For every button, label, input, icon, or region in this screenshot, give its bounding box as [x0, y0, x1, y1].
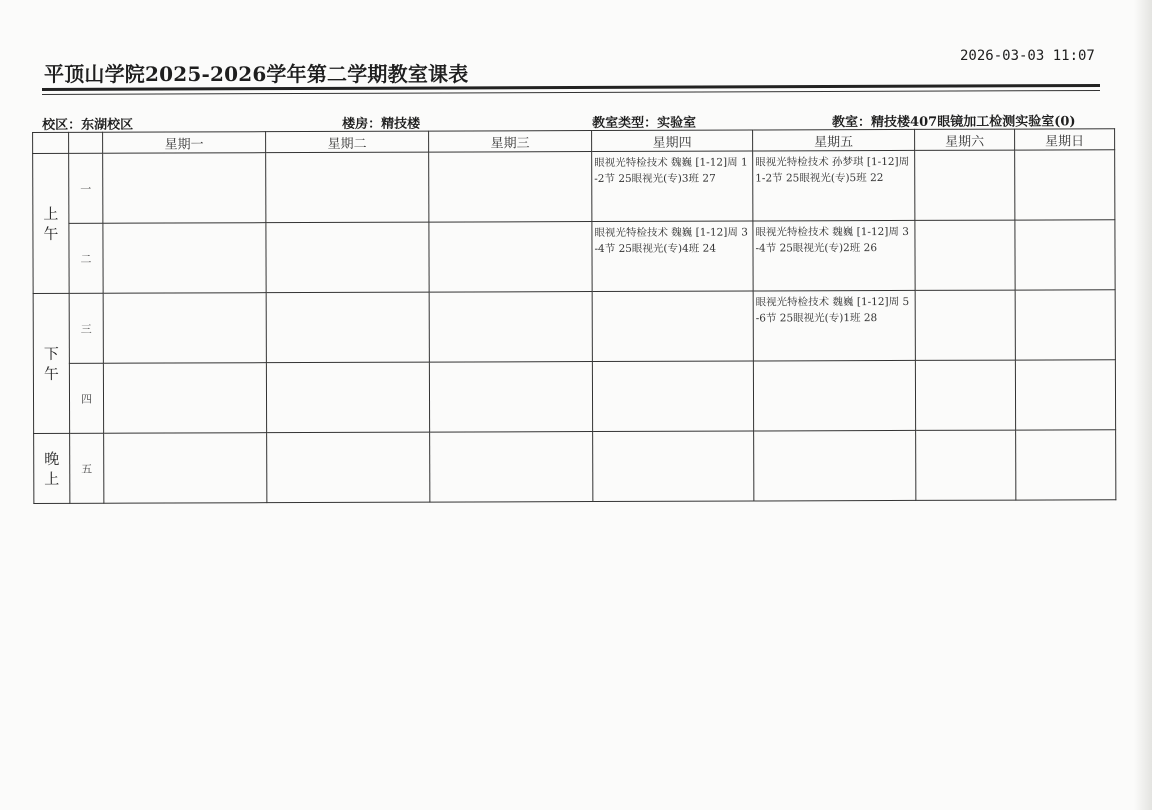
day-header-fri: 星期五 — [753, 129, 915, 151]
room-type-label: 教室类型：实验室 — [592, 115, 697, 132]
cell-mon-p1 — [103, 153, 266, 224]
page-title: 平顶山学院2025-2026学年第二学期教室课表 — [44, 62, 469, 86]
cell-mon-p2 — [103, 223, 266, 294]
period-label: 二 — [69, 223, 103, 293]
cell-thu-p5 — [593, 431, 754, 502]
cell-fri-p2 — [753, 220, 915, 291]
cell-mon-p5 — [104, 433, 267, 504]
cell-tue-p3 — [266, 292, 429, 363]
day-header-tue: 星期二 — [266, 131, 429, 153]
schedule-sheet — [32, 106, 1115, 504]
session-afternoon: 下午 — [33, 293, 69, 433]
cell-sat-p1 — [915, 150, 1015, 220]
cell-sat-p4 — [915, 360, 1015, 430]
cell-wed-p5 — [430, 432, 593, 503]
course-entry: 眼视光特检技术 孙梦琪 [1-12]周 1-2节 25眼视光(专)5班 22 — [755, 155, 910, 185]
cell-sun-p5 — [1016, 430, 1116, 500]
course-entry: 眼视光特检技术 魏巍 [1-12]周 5-6节 25眼视光(专)1班 28 — [755, 295, 910, 325]
cell-fri-p5 — [754, 430, 916, 501]
period-row-4 — [33, 360, 1115, 434]
period-label: 四 — [69, 363, 103, 433]
cell-tue-p5 — [267, 432, 430, 503]
session-evening: 晚上 — [34, 433, 70, 503]
period-label: 一 — [69, 153, 103, 223]
corner-cell-2 — [69, 132, 103, 153]
period-row-5 — [34, 430, 1116, 504]
cell-wed-p2 — [429, 222, 592, 293]
cell-wed-p3 — [429, 292, 592, 363]
meta-row — [32, 106, 1114, 132]
cell-thu-p1 — [592, 151, 753, 222]
day-header-mon: 星期一 — [103, 132, 266, 154]
period-label: 五 — [70, 433, 104, 503]
timetable — [32, 128, 1116, 504]
cell-thu-p2 — [592, 221, 753, 292]
cell-sat-p5 — [916, 430, 1016, 500]
cell-tue-p2 — [266, 222, 429, 293]
cell-sun-p2 — [1015, 220, 1115, 290]
course-entry: 眼视光特检技术 魏巍 [1-12]周 1-2节 25眼视光(专)3班 27 — [594, 156, 748, 186]
day-header-thu: 星期四 — [592, 130, 753, 152]
cell-sat-p2 — [915, 220, 1015, 290]
course-entry: 眼视光特检技术 魏巍 [1-12]周 3-4节 25眼视光(专)4班 24 — [594, 226, 748, 256]
session-morning: 上午 — [33, 153, 69, 293]
cell-fri-p4 — [753, 360, 915, 431]
cell-wed-p4 — [429, 362, 592, 433]
scan-edge-shadow — [1134, 0, 1152, 810]
cell-sun-p1 — [1015, 150, 1115, 220]
course-entry: 眼视光特检技术 魏巍 [1-12]周 3-4节 25眼视光(专)2班 26 — [755, 225, 909, 255]
day-header-wed: 星期三 — [429, 131, 592, 153]
title-rule-thin — [42, 90, 1100, 95]
campus-label: 校区：东湖校区 — [42, 117, 134, 133]
period-label: 三 — [69, 293, 103, 363]
period-row-2 — [33, 220, 1115, 294]
cell-mon-p3 — [103, 293, 266, 364]
cell-sun-p3 — [1015, 290, 1115, 360]
print-timestamp: 2026-03-03 11:07 — [960, 48, 1095, 64]
cell-tue-p1 — [266, 152, 429, 223]
cell-wed-p1 — [429, 152, 592, 223]
corner-cell — [33, 132, 69, 153]
cell-sun-p4 — [1015, 360, 1115, 430]
cell-fri-p1 — [753, 150, 915, 221]
cell-mon-p4 — [103, 363, 266, 434]
day-header-sun: 星期日 — [1015, 129, 1115, 150]
cell-thu-p4 — [592, 361, 753, 432]
day-header-sat: 星期六 — [915, 129, 1015, 150]
cell-tue-p4 — [266, 362, 429, 433]
period-row-1 — [33, 150, 1115, 224]
building-label: 楼房：精技楼 — [342, 116, 421, 132]
cell-fri-p3 — [753, 290, 915, 361]
cell-thu-p3 — [592, 291, 753, 362]
room-label: 教室：精技楼407眼镜加工检测实验室(0) — [832, 114, 1076, 131]
cell-sat-p3 — [915, 290, 1015, 360]
period-row-3 — [33, 290, 1115, 364]
